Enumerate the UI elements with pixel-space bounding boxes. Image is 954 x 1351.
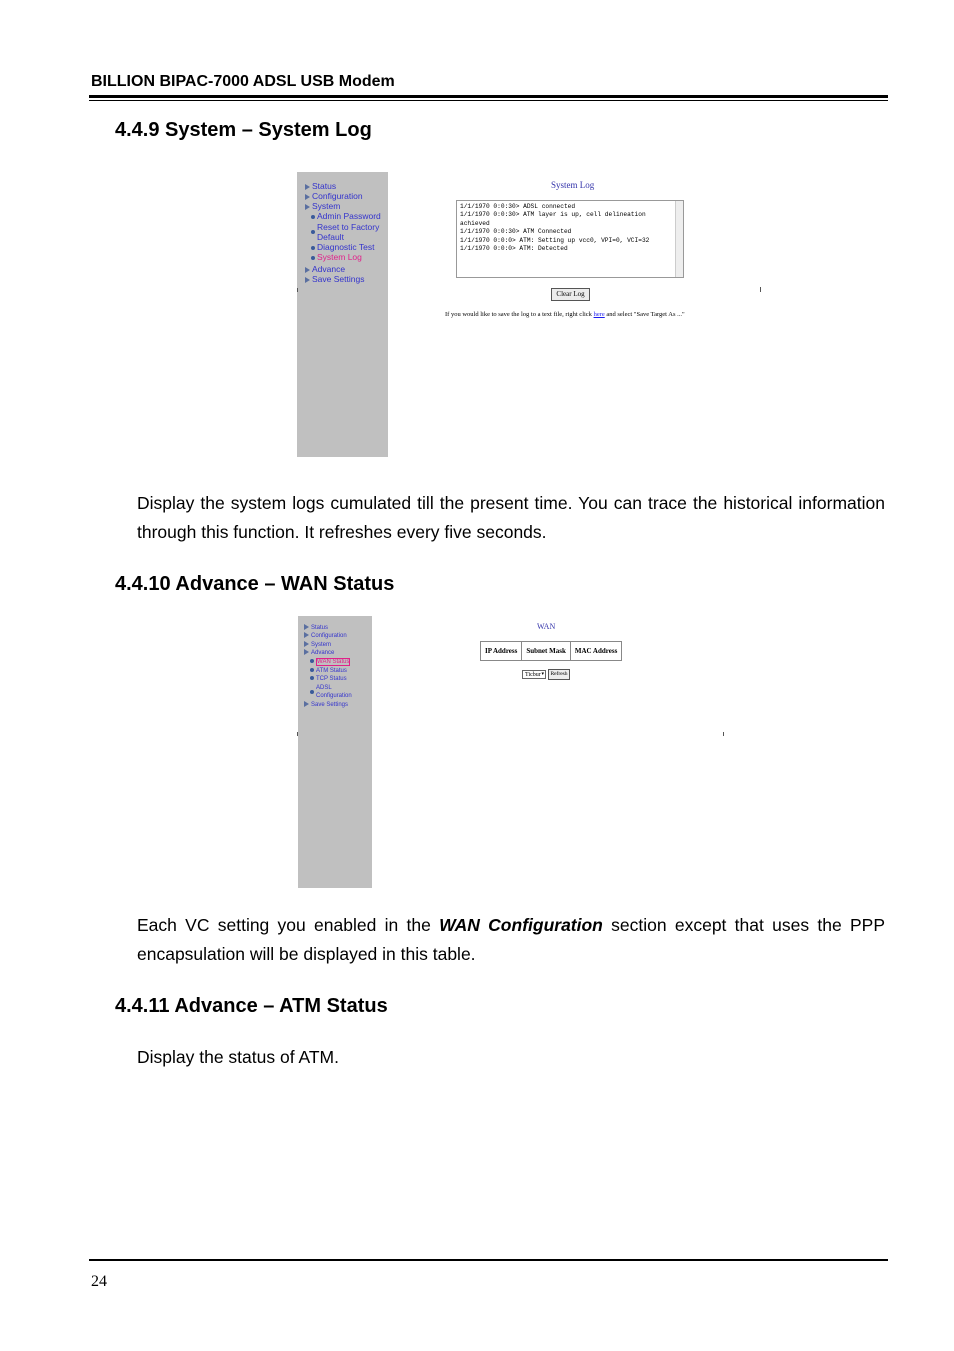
footer-rule [89, 1259, 888, 1261]
edge-mark [723, 732, 724, 736]
bullet-icon [310, 659, 314, 663]
triangle-icon [305, 184, 310, 190]
log-line: 1/1/1970 0:0:30> ATM layer is up, cell delineation [460, 211, 646, 219]
triangle-icon [304, 641, 309, 647]
dropdown-arrow-icon: ▾ [541, 672, 544, 677]
panel-title: System Log [551, 180, 595, 190]
menu-item-advance[interactable]: Advance [305, 264, 345, 274]
log-scrollbar[interactable] [675, 201, 683, 277]
edge-mark [297, 288, 298, 292]
log-textarea[interactable] [456, 200, 684, 278]
bullet-icon [310, 690, 314, 694]
menu-item-system[interactable]: System [304, 641, 331, 649]
menu-item-configuration[interactable]: Configuration [304, 632, 347, 640]
menu-item-atm-status[interactable]: ATM Status [310, 667, 347, 675]
menu-item-admin-password[interactable]: Admin Password [311, 211, 381, 221]
bullet-icon [311, 230, 315, 234]
page-number: 24 [91, 1273, 107, 1290]
menu-item-wan-status[interactable]: WAN Status [310, 658, 350, 666]
menu-item-status[interactable]: Status [305, 181, 336, 191]
triangle-icon [305, 204, 310, 210]
system-log-screenshot [297, 172, 767, 457]
column-header: Subnet Mask [522, 642, 570, 661]
paragraph-atm-status: Display the status of ATM. [137, 1047, 339, 1067]
menu-item-system[interactable]: System [305, 201, 340, 211]
menu-item-configuration[interactable]: Configuration [305, 191, 363, 201]
log-line: 1/1/1970 0:0:30> ADSL connected [460, 203, 576, 210]
vc-select[interactable]: Ticbur ▾ [522, 670, 546, 679]
here-link[interactable]: here [593, 311, 605, 318]
triangle-icon [305, 194, 310, 200]
paragraph-system-log: Display the system logs cumulated till the present time. You can trace the historical information through this function. It refreshes every five seconds. [137, 493, 885, 542]
document-header-title: BILLION BIPAC-7000 ADSL USB Modem [91, 73, 395, 90]
wan-table [480, 641, 622, 661]
log-line: 1/1/1970 0:0:0> ATM: Setting up vcc0, VPI=0, VCI=32 [460, 236, 650, 244]
save-log-note: If you would like to save the log to a text file, right click here and select "Save Target As ..." [445, 311, 685, 318]
menu-item-diagnostic-test[interactable]: Diagnostic Test [311, 242, 374, 252]
edge-mark [297, 732, 298, 736]
triangle-icon [305, 267, 310, 273]
menu-item-reset-factory[interactable]: Reset to Factory Default [311, 222, 379, 242]
bullet-icon [310, 676, 314, 680]
section-heading-wan-status: 4.4.10 Advance – WAN Status [115, 573, 395, 595]
paragraph-wan-status: Each VC setting you enabled in the WAN Configuration section except that uses the PPP encapsulation will be displayed in this table. [137, 915, 885, 964]
menu-item-system-log[interactable]: System Log [311, 252, 362, 262]
menu-item-adsl-configuration[interactable]: ADSL Configuration [310, 684, 352, 700]
column-header: MAC Address [570, 642, 621, 661]
triangle-icon [304, 632, 309, 638]
edge-mark [760, 287, 761, 292]
menu-item-advance[interactable]: Advance [304, 649, 334, 657]
column-header: IP Address [481, 642, 522, 661]
bullet-icon [311, 246, 315, 250]
section-heading-system-log: 4.4.9 System – System Log [115, 119, 372, 141]
bullet-icon [310, 668, 314, 672]
header-rule-thick [89, 95, 888, 98]
triangle-icon [304, 649, 309, 655]
bullet-icon [311, 215, 315, 219]
panel-title: WAN [537, 622, 556, 631]
emphasis-wan-configuration: WAN Configuration [439, 915, 603, 935]
section-heading-atm-status: 4.4.11 Advance – ATM Status [115, 995, 388, 1017]
log-line: 1/1/1970 0:0:0> ATM: Detected [460, 245, 568, 253]
wan-status-screenshot [297, 616, 727, 888]
clear-log-button[interactable]: Clear Log [551, 288, 590, 301]
menu-item-tcp-status[interactable]: TCP Status [310, 675, 347, 683]
table-header-row [481, 642, 622, 661]
menu-item-save-settings[interactable]: Save Settings [305, 274, 364, 284]
menu-item-status[interactable]: Status [304, 624, 328, 632]
refresh-button[interactable]: Refresh [548, 669, 570, 680]
triangle-icon [304, 701, 309, 707]
menu-item-save-settings[interactable]: Save Settings [304, 701, 348, 709]
log-line: 1/1/1970 0:0:30> ATM Connected [460, 228, 572, 236]
bullet-icon [311, 256, 315, 260]
log-line: achieved [460, 219, 490, 227]
triangle-icon [305, 277, 310, 283]
triangle-icon [304, 624, 309, 630]
header-rule-thin [89, 100, 888, 101]
